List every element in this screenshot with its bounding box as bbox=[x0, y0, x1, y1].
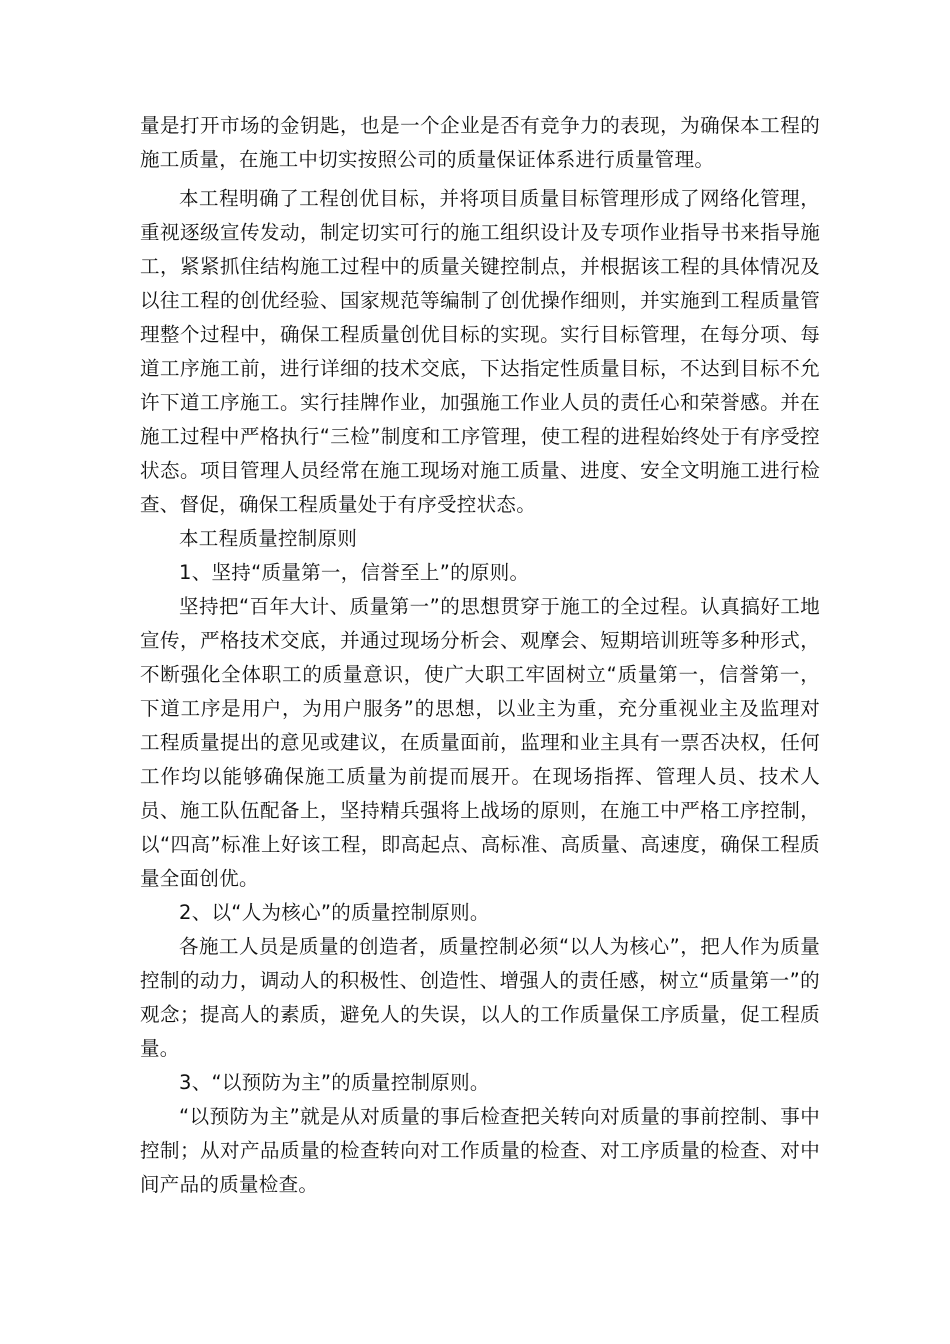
section-heading-quality-principles: 本工程质量控制原则 bbox=[179, 527, 358, 550]
paragraph-principle-3: “以预防为主”就是从对质量的事后检查把关转向对质量的事前控制、事中控制；从对产品质量的检查转向对工作质量的检查、对工序质量的检查、对中间产品的质量检查。 bbox=[140, 1105, 820, 1196]
paragraph-continuation: 量是打开市场的金钥匙，也是一个企业是否有竞争力的表现，为确保本工程的施工质量，在施工中切实按照公司的质量保证体系进行质量管理。 bbox=[140, 114, 820, 171]
paragraph-quality-goal: 本工程明确了工程创优目标，并将项目质量目标管理形成了网络化管理，重视逐级宣传发动，制定切实可行的施工组织设计及专项作业指导书来指导施工，紧紧抓住结构施工过程中的质量关键控制点，并根据该工程的具体情况及以往工程的创优经验、国家规范等编制了创优操作细则，并实施到工程质量管理整个过程中，确保工程质量创优目标的实现。实行目标管理，在每分项、每道工序施工前，进行详细的技术交底，下达指定性质量目标，不达到目标不允许下道工序施工。实行挂牌作业，加强施工作业人员的责任心和荣誉感。并在施工过程中严格执行“三检”制度和工序管理，使工程的进程始终处于有序受控状态。项目管理人员经常在施工现场对施工质量、进度、安全文明施工进行检查、督促，确保工程质量处于有序受控状态。 bbox=[140, 187, 820, 516]
document-body bbox=[140, 109, 820, 1202]
principle-heading-3: 3、“以预防为主”的质量控制原则。 bbox=[179, 1071, 490, 1094]
paragraph-principle-1: 坚持把“百年大计、质量第一”的思想贯穿于施工的全过程。认真搞好工地宣传，严格技术交底，并通过现场分析会、观摩会、短期培训班等多种形式，不断强化全体职工的质量意识，使广大职工牢固树立“质量第一，信誉第一，下道工序是用户，为用户服务”的思想，以业主为重，充分重视业主及监理对工程质量提出的意见或建议，在质量面前，监理和业主具有一票否决权，任何工作均以能够确保施工质量为前提而展开。在现场指挥、管理人员、技术人员、施工队伍配备上，坚持精兵强将上战场的原则，在施工中严格工序控制，以“四高”标准上好该工程，即高起点、高标准、高质量、高速度，确保工程质量全面创优。 bbox=[140, 595, 820, 890]
principle-heading-2: 2、以“人为核心”的质量控制原则。 bbox=[179, 901, 490, 924]
principle-heading-1: 1、坚持“质量第一，信誉至上”的原则。 bbox=[179, 561, 530, 584]
paragraph-principle-2: 各施工人员是质量的创造者，质量控制必须“以人为核心”，把人作为质量控制的动力，调动人的积极性、创造性、增强人的责任感，树立“质量第一”的观念；提高人的素质，避免人的失误，以人的工作质量保工序质量，促工程质量。 bbox=[140, 935, 820, 1060]
